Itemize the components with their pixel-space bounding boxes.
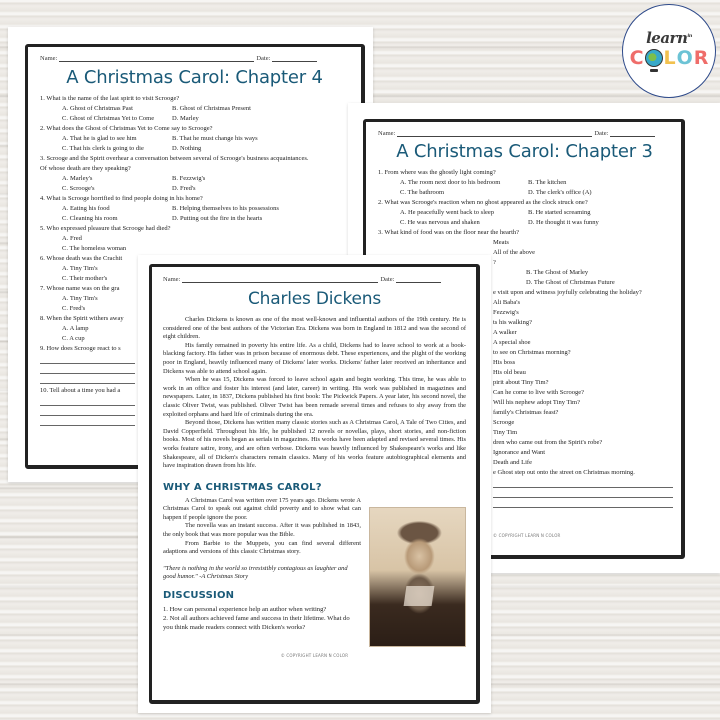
logo-letter-o: O [676, 47, 693, 69]
option: A. Fred [62, 235, 82, 242]
quote: "There is nothing in the world so irresistibly contagious as laughter and good humor." -A Christmas Story [163, 564, 348, 581]
name-field[interactable] [182, 277, 378, 283]
date-field[interactable] [396, 277, 441, 283]
option: B. Ghost of Christmas Present [172, 105, 251, 112]
name-label: Name: [40, 55, 58, 62]
question: 10. Tell about a time you had a [40, 387, 121, 394]
section-heading-discussion: DISCUSSION [163, 590, 235, 602]
option: C. Cleaning his room [62, 215, 118, 222]
option: C. That his clerk is going to die [62, 145, 144, 152]
page-title: Charles Dickens [248, 289, 381, 309]
logo-learn-text: learn$^{in}$ [646, 29, 692, 47]
option: B. Helping themselves to his possessions [172, 205, 279, 212]
option: A. The room next door to his bedroom [400, 179, 501, 186]
date-field[interactable] [610, 131, 655, 137]
paragraph: From Barbie to the Muppets, you can find several different adaptions and versions of this classic Christmas story. [163, 539, 361, 556]
option: C. Fred's [62, 305, 86, 312]
answer-options [40, 134, 349, 154]
answer-line[interactable] [40, 396, 135, 406]
question: 4. What is Scrooge horrified to find people doing in his home? [40, 195, 203, 202]
logo-letter-c: C [629, 47, 644, 69]
option: B. Fezzwig's [172, 175, 206, 182]
question-cont: Of whose death are they speaking? [40, 165, 131, 172]
question: 6. Whose death was the Crachit [40, 255, 123, 262]
fragment: Ignorance and Want [493, 449, 546, 456]
option: D. He thought it was funny [528, 219, 599, 226]
date-field[interactable] [272, 56, 317, 62]
answer-options [378, 208, 671, 228]
option: C. Ghost of Christmas Yet to Come [62, 115, 155, 122]
fragment: Can he come to live with Scrooge? [493, 389, 584, 396]
name-label: Name: [378, 130, 396, 137]
fragment: dren who came out from the Spirit's robe? [493, 439, 603, 446]
page-title: A Christmas Carol: Chapter 4 [66, 67, 323, 88]
question: 3. What kind of food was on the floor near the hearth? [378, 229, 520, 236]
paragraph: Charles Dickens is known as one of the most well-known and influential authors of the 19th century. He is considered one of the best authors of the Victorian Era. Dickens was born in England in 1812 and was the second of eight children. [163, 316, 466, 341]
option: B. That he must change his ways [172, 135, 258, 142]
name-date-bar [163, 276, 466, 283]
paragraph: Beyond those, Dickens has written many classic stories such as A Christmas Carol, A Tale of Two Cities, and David Copperfield. Throughout his life, he published 12 novels or novellas, plays, short stories, and non-fiction books. Most of his novels began as serials in magazines. His works have been adapted and revised several times. His works feature satire, irony, and are often verbose. Dickens was heavily influenced by Shakespeare's works and like Shakespeare, all of Dicken's characters remain classics. Many of his works feature autobiographical elements and have inspiration drawn from his life. [163, 419, 466, 470]
name-field[interactable] [59, 56, 254, 62]
fragment: e Ghost step out onto the street on Christmas morning. [493, 469, 635, 476]
fragment: family's Christmas feast? [493, 409, 559, 416]
answer-options [378, 178, 671, 198]
option: C. The homeless woman [62, 245, 127, 252]
name-date-bar [40, 55, 349, 62]
section-heading-why: WHY A CHRISTMAS CAROL? [163, 481, 322, 493]
fragment: pirit about Tiny Tim? [493, 379, 549, 386]
name-date-bar [378, 130, 671, 137]
fragment: Scrooge [493, 419, 515, 426]
question: 2. What does the Ghost of Christmas Yet to Come say to Scrooge? [40, 125, 213, 132]
option: C. Their mother's [62, 275, 108, 282]
question: 1. What is the name of the last spirit to visit Scrooge? [40, 95, 180, 102]
fragment: Fezzwig's [493, 309, 519, 316]
paragraph: His family remained in poverty his entire life. As a child, Dickens had to leave school to work at a book-blacking factory. His father was in prison because of enormous debt. These experiences, and the plight of the working poor in England, heavily influenced many of Dickens' later works. Dickens' father later received an inheritance and Dickens was able to attend school again. [163, 341, 466, 375]
discussion-question: 1. How can personal experience help an author when writing? [163, 606, 327, 614]
paragraph: The novella was an instant success. After it was published in 1843, the only book that was more popular was the Bible. [163, 522, 361, 539]
option: D. Putting out the fire in the hearts [172, 215, 263, 222]
fragment: Tiny Tim [493, 429, 518, 436]
answer-options [40, 234, 349, 254]
learn-in-color-logo [622, 4, 716, 98]
fragment: B. The Ghost of Marley [526, 269, 589, 276]
option: D. Fred's [172, 185, 196, 192]
fragment: All of the above [493, 249, 536, 256]
copyright: © COPYRIGHT LEARN N COLOR [280, 652, 349, 658]
option: A. Tiny Tim's [62, 265, 98, 272]
option: A. He peacefully went back to sleep [400, 209, 495, 216]
option: B. The kitchen [528, 179, 567, 186]
answer-options [40, 174, 349, 194]
discussion-question: 2. Not all authors achieved fame and success in their lifetime. What do you think made readers connect with Dicken's works? [163, 615, 350, 632]
fragment: Ali Baba's [493, 299, 520, 306]
answer-line[interactable] [40, 374, 135, 384]
question: 8. When the Spirit withers away [40, 315, 124, 322]
question: 2. What was Scrooge's reaction when no ghost appeared as the clock struck one? [378, 199, 588, 206]
fragment: Meats [493, 239, 509, 246]
answer-line[interactable] [493, 488, 673, 498]
date-label: Date: [594, 130, 609, 137]
logo-letter-l: L [663, 47, 676, 69]
fragment: D. The Ghost of Christmas Future [526, 279, 615, 286]
why-section [163, 497, 466, 647]
logo-letter-r: R [693, 47, 709, 69]
reading-passage-charles-dickens [138, 255, 491, 713]
option: C. A cup [62, 335, 85, 342]
answer-line[interactable] [40, 364, 135, 374]
fragment: A walker [493, 329, 517, 336]
answer-line[interactable] [40, 406, 135, 416]
question: 9. How does Scrooge react to s [40, 345, 121, 352]
name-label: Name: [163, 276, 181, 283]
fragment: ts his walking? [493, 319, 532, 326]
answer-options [40, 104, 349, 124]
option: B. He started screaming [528, 209, 591, 216]
option: D. Marley [172, 115, 199, 122]
option: C. Scrooge's [62, 185, 95, 192]
option: D. Nothing [172, 145, 202, 152]
option: C. He was nervous and shaken [400, 219, 480, 226]
fragment: His boss [493, 359, 516, 366]
date-label: Date: [256, 55, 271, 62]
fragment: Will his nephew adopt Tiny Tim? [493, 399, 580, 406]
dickens-portrait-image [369, 507, 466, 647]
paragraph: A Christmas Carol was written over 175 years ago. Dickens wrote A Christmas Carol to speak out against child poverty and to show what can happen if people ignore the poor. [163, 496, 361, 521]
option: A. Eating his food [62, 205, 110, 212]
fragment: e visit upon and witness joyfully celebrating the holiday? [493, 289, 642, 296]
option: A. A lamp [62, 325, 89, 332]
name-field[interactable] [397, 131, 592, 137]
paragraph: When he was 15, Dickens was forced to leave school again and begin working. This time, he was able to work in an office and foster his interest (and later, career) in writing. His work was published in magazines and newspapers. Later, in 1837, Dickens published his first book: The Pickwick Papers. A year later, his second novel, the classic Oliver Twist, was published. Oliver Twist has been remade several times and refuses to shy away from the exploited orphans and hard life of criminals during the era. [163, 376, 466, 418]
globe-icon [645, 49, 663, 67]
answer-line[interactable] [40, 354, 135, 364]
answer-line[interactable] [493, 498, 673, 508]
fragment: His old beau [493, 369, 526, 376]
answer-line[interactable] [40, 416, 135, 426]
question: 3. Scrooge and the Spirit overhear a conversation between several of Scrooge's business acquaintances. [40, 155, 309, 162]
option: A. Ghost of Christmas Past [62, 105, 133, 112]
fragment: A special shoe [493, 339, 531, 346]
date-label: Date: [380, 276, 395, 283]
fragment: Death and Life [493, 459, 532, 466]
question: 1. From where was the ghostly light coming? [378, 169, 496, 176]
option: D. The clerk's office (A) [528, 189, 592, 196]
option: A. That he is glad to see him [62, 135, 137, 142]
option: C. The bathroom [400, 189, 445, 196]
question: 5. Who expressed pleasure that Scrooge had died? [40, 225, 171, 232]
page-title: A Christmas Carol: Chapter 3 [396, 141, 653, 162]
answer-options [40, 204, 349, 224]
copyright: © COPYRIGHT LEARN N COLOR [493, 533, 561, 538]
worksheet-frame [149, 264, 480, 704]
fragment: ? [493, 259, 496, 266]
fragment: to see on Christmas morning? [493, 349, 571, 356]
option: A. Tiny Tim's [62, 295, 98, 302]
question: 7. Whose name was on the gra [40, 285, 120, 292]
answer-line[interactable] [493, 478, 673, 488]
logo-color-text [630, 47, 709, 69]
option: A. Marley's [62, 175, 93, 182]
